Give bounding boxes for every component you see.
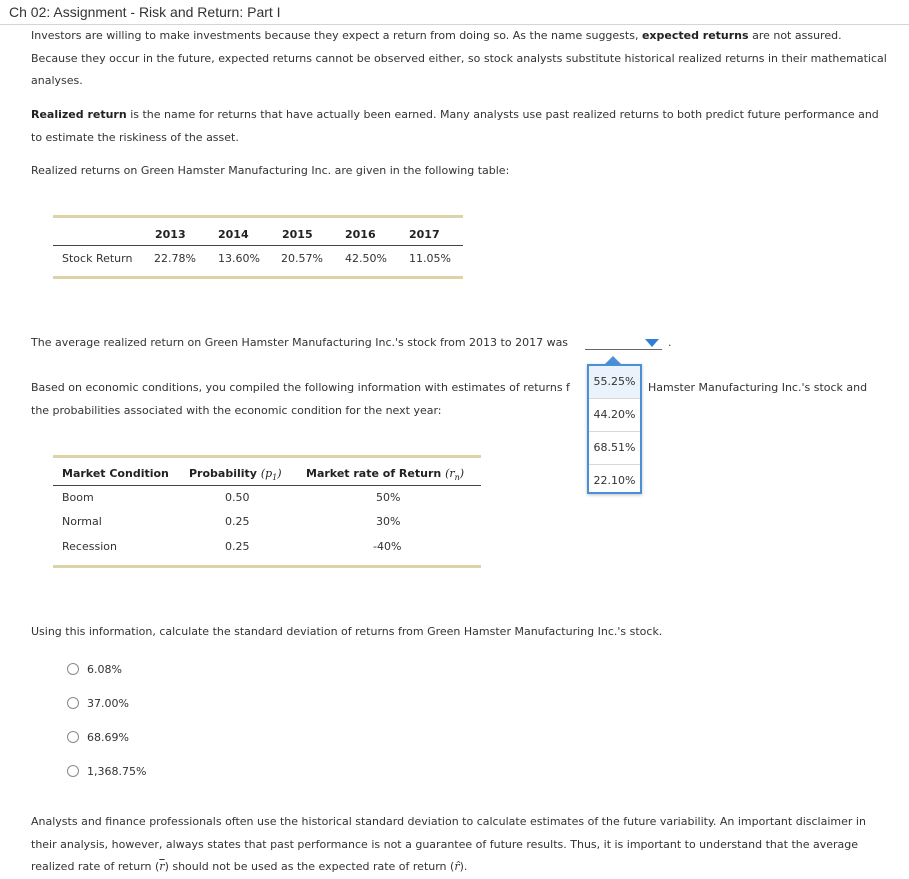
header-market-rate: Market rate of Return $(r_n)$ xyxy=(306,467,465,483)
condition-boom: Boom xyxy=(62,491,94,504)
rate-normal: 30% xyxy=(376,515,401,528)
std-option-4[interactable]: 1,368.75% xyxy=(67,764,146,780)
market-table-header-rule xyxy=(53,485,481,486)
option-average-return-2[interactable]: 44.20% xyxy=(589,399,640,432)
std-option-3[interactable]: 68.69% xyxy=(67,730,129,746)
return-2017: 11.05% xyxy=(409,252,451,265)
std-option-1[interactable]: 6.08% xyxy=(67,662,122,678)
radio-button[interactable] xyxy=(67,731,79,743)
economic-text-1: Based on economic conditions, you compiled the following information with estimates of returns f xyxy=(31,381,570,394)
chevron-down-icon[interactable] xyxy=(645,339,659,347)
prob-boom: 0.50 xyxy=(225,491,250,504)
year-header-2015: 2015 xyxy=(282,228,313,241)
economic-text-3: the probabilities associated with the economic condition for the next year: xyxy=(31,404,442,417)
return-2016: 42.50% xyxy=(345,252,387,265)
radio-button[interactable] xyxy=(67,697,79,709)
condition-recession: Recession xyxy=(62,540,117,553)
prob-recession: 0.25 xyxy=(225,540,250,553)
question-standard-deviation: Using this information, calculate the standard deviation of returns from Green Hamster Manufacturing Inc.'s stock. xyxy=(31,625,663,638)
table-top-rule xyxy=(53,215,463,218)
intro-paragraph-1: Investors are willing to make investments because they expect a return from doing so. As the name suggests, expected returns are not assured. Because they occur in the future, expected returns cannot be observed either, so stock analysts substitute historical realized returns in their mathematical analyses. xyxy=(31,29,887,87)
average-return-dropdown[interactable] xyxy=(585,334,662,350)
year-header-2014: 2014 xyxy=(218,228,249,241)
question-trailing-period: . xyxy=(668,336,672,349)
table-bottom-rule xyxy=(53,276,463,279)
market-table-top-rule xyxy=(53,455,481,458)
intro-paragraph-3: Realized returns on Green Hamster Manufacturing Inc. are given in the following table: xyxy=(31,164,510,177)
header-probability: Probability $(p_1)$ xyxy=(189,467,282,483)
page-title: Ch 02: Assignment - Risk and Return: Part I xyxy=(0,0,909,25)
radio-button[interactable] xyxy=(67,663,79,675)
average-return-options xyxy=(587,364,642,494)
return-2013: 22.78% xyxy=(154,252,196,265)
market-table-bottom-rule xyxy=(53,565,481,568)
year-header-2017: 2017 xyxy=(409,228,440,241)
radio-button[interactable] xyxy=(67,765,79,777)
condition-normal: Normal xyxy=(62,515,102,528)
return-2014: 13.60% xyxy=(218,252,260,265)
return-2015: 20.57% xyxy=(281,252,323,265)
option-average-return-1[interactable]: 55.25% xyxy=(589,366,640,399)
std-option-2[interactable]: 37.00% xyxy=(67,696,129,712)
prob-normal: 0.25 xyxy=(225,515,250,528)
rate-recession: -40% xyxy=(373,540,402,553)
row-label: Stock Return xyxy=(62,252,133,265)
rate-boom: 50% xyxy=(376,491,401,504)
header-market-condition: Market Condition xyxy=(62,467,169,480)
question-average-return: The average realized return on Green Hamster Manufacturing Inc.'s stock from 2013 to 2017 was xyxy=(31,336,569,349)
year-header-2016: 2016 xyxy=(345,228,376,241)
year-header-2013: 2013 xyxy=(155,228,186,241)
closing-paragraph: Analysts and finance professionals often use the historical standard deviation to calculate estimates of the future variability. An important disclaimer in their analysis, however, always states that past performance is not a guarantee of future results. Thus, it is important to understand that the average realized rate of return $(\overline{r})$ should not be used as the expected rate of return (r̂). xyxy=(31,815,866,873)
intro-paragraph-2: Realized return is the name for returns that have actually been earned. Many analysts use past realized returns to both predict future performance and to estimate the riskiness of the asset. xyxy=(31,108,879,144)
economic-text-2: Hamster Manufacturing Inc.'s stock and xyxy=(648,381,868,394)
option-average-return-4[interactable]: 22.10% xyxy=(593,474,636,487)
table-header-rule xyxy=(53,245,463,246)
option-average-return-3[interactable]: 68.51% xyxy=(589,432,640,465)
